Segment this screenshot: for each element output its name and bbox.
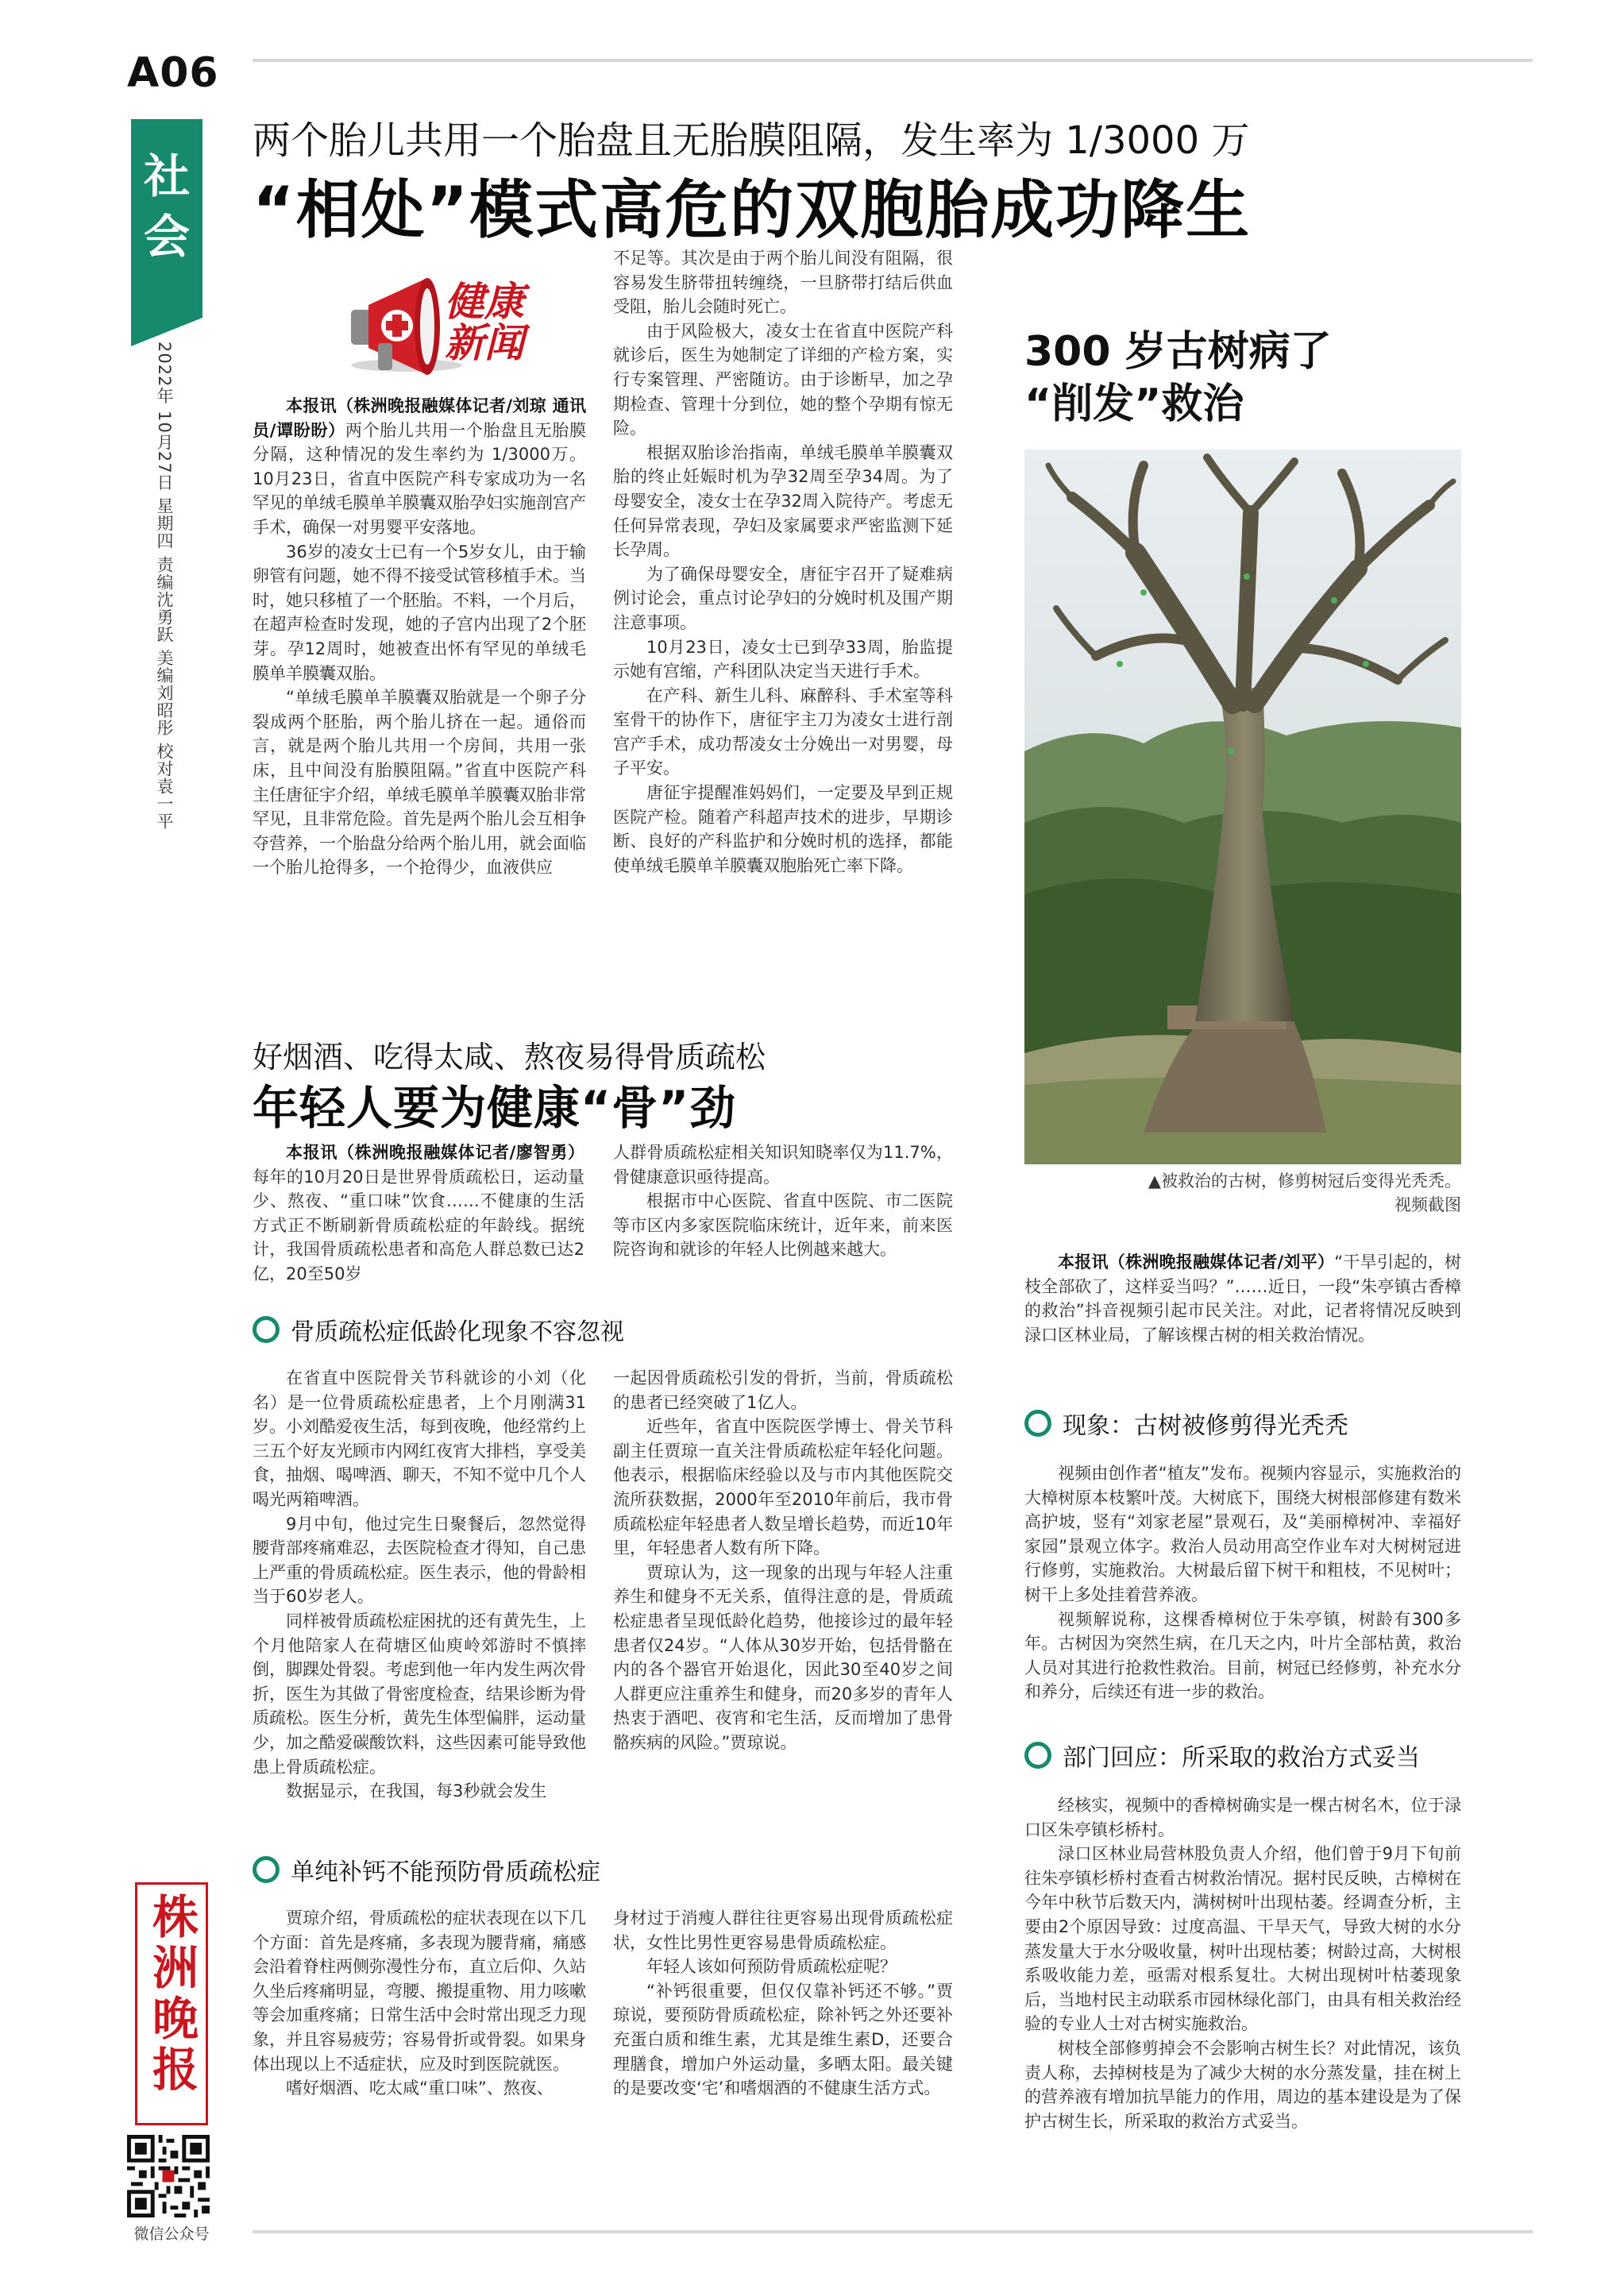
article2-paragraph: 年轻人该如何预防骨质疏松症呢？: [646, 1957, 897, 1977]
article1-column-1: [253, 394, 586, 880]
article1-paragraph: 为了确保母婴安全，唐征宇召开了疑难病例讨论会，重点讨论孕妇的分娩时机及围产期注意事项。: [613, 564, 953, 632]
article3-headline: [1024, 326, 1332, 430]
article1-paragraph: “单绒毛膜单羊膜囊双胎就是一个卵子分裂成两个胚胎，两个胎儿挤在一起。通俗而言，就是两个胎儿共用一个房间，共用一张床，且中间没有胎膜阻隔。”省直中医院产科主任唐征宇介绍，单绒毛膜单羊膜囊双胎非常罕见，且非常危险。首先是两个胎儿会互相争夺营养，一个胎盘分给两个胎儿用，就会面临一个胎儿抢得多，一个抢得少，血液供应: [253, 688, 586, 878]
article3-section-d-heading: [1024, 1738, 1420, 1773]
date-editor-line: 2022年 10月27日 星期四 责编沈勇跃 美编刘昭彤 校对袁一平: [155, 342, 174, 831]
article3-section-c-body: [1024, 1461, 1461, 1704]
section-circle-icon: [1024, 1410, 1051, 1437]
article3-paragraph: 树枝全部修剪掉会不会影响古树生长？对此情况，该负责人称，去掉树枝是为了减少大树的水分蒸发量，挂在树上的营养液有增加抗旱能力的作用，周边的基本建设是为了保护古树生长，所采取的救治方式妥当。: [1024, 2038, 1461, 2131]
article1-byline: 本报讯（株洲晚报融媒体记者/刘琼 通讯员/谭盼盼）: [253, 396, 586, 440]
article2-section-b-column-2: [613, 1906, 953, 2101]
article2-subhead: 好烟酒、吃得太咸、熬夜易得骨质疏松: [253, 1040, 766, 1075]
article1-subhead: 两个胎儿共用一个胎盘且无胎膜阻隔，发生率为 1/3000 万: [253, 118, 1250, 163]
article3-headline-line2: “削发”救治: [1024, 380, 1244, 428]
article2-section-a-column-2: [613, 1366, 953, 1755]
article2-section-a-heading: [253, 1312, 624, 1347]
section-label: 社会: [143, 149, 190, 264]
medical-cross-icon: [381, 310, 413, 342]
article2-intro-2: [613, 1140, 953, 1262]
article2-paragraph: 人群骨质疏松症相关知识知晓率仅为11.7%，骨健康意识亟待提高。: [613, 1143, 953, 1187]
article2-paragraph: 嗜好烟酒、吃太咸“重口味”、熬夜、: [286, 2078, 554, 2098]
article2-paragraph: 9月中旬，他过完生日聚餐后，忽然觉得腰背部疼痛难忍，去医院检查才得知，自己患上严重的骨质疏松症。医生表示，他的骨龄相当于60岁老人。: [253, 1514, 586, 1607]
newspaper-name: 株洲晚报: [145, 1893, 199, 2096]
newspaper-logo: [135, 1882, 208, 2125]
article3-paragraph: “干旱引起的，树枝全部砍了，这样妥当吗？”……近日，一段“朱亭镇古香樟的救治”抖音视频引起市民关注。对此，记者将情况反映到渌口区林业局，了解该棵古树的相关救治情况。: [1024, 1252, 1461, 1345]
article2-section-b-column-1: [253, 1906, 586, 2101]
article2-paragraph: 贾琼介绍，骨质疏松的症状表现在以下几个方面：首先是疼痛，多表现为腰背痛，痛感会沿着脊柱两侧弥漫性分布，直立后仰、久站久坐后疼痛明显，弯腰、搬提重物、用力咳嗽等会加重疼痛；日常生活中会时常出现乏力现象，并且容易疲劳；容易骨折或骨裂。如果身体出现以上不适症状，应及时到医院就医。: [253, 1909, 586, 2074]
article2-paragraph: 同样被骨质疏松症困扰的还有黄先生，上个月他陪家人在荷塘区仙庾岭郊游时不慎摔倒，脚踝处骨裂。考虑到他一年内发生两次骨折，医生为其做了骨密度检查，结果诊断为骨质疏松。医生分析，黄先生体型偏胖，运动量少，加之酷爱碳酸饮料，这些因素可能导致他患上骨质疏松症。: [253, 1611, 586, 1777]
top-divider: [253, 59, 1533, 62]
article3-paragraph: 视频解说称，这棵香樟树位于朱亭镇，树龄有300多年。古树因为突然生病，在几天之内，叶片全部枯黄，救治人员对其进行抢救性救治。目前，树冠已经修剪，补充水分和养分，后续还有进一步的救治。: [1024, 1609, 1461, 1702]
section-circle-icon: [1024, 1742, 1051, 1769]
article1-paragraph: 不足等。其次是由于两个胎儿间没有阻隔，很容易发生脐带扭转缠绕，一旦脐带打结后供血受阻，胎儿会随时死亡。: [613, 249, 953, 317]
qr-label: 微信公众号: [133, 2225, 210, 2243]
article1-paragraph: 10月23日，凌女士已到孕33周，胎监提示她有宫缩，产科团队决定当天进行手术。: [613, 637, 953, 681]
article1-column-2: [613, 246, 953, 878]
article3-paragraph: 视频由创作者“植友”发布。视频内容显示，实施救治的大樟树原本枝繁叶茂。大树底下，围绕大树根部修建有数米高护坡，竖有“刘家老屋”景观石，及“美丽樟树冲、幸福好家园”景观立体字。救治人员动用高空作业车对大树树冠进行修剪，实施救治。大树最后留下树干和粗枝，不见树叶；树干上多处挂着营养液。: [1024, 1464, 1461, 1604]
section-circle-icon: [253, 1316, 280, 1343]
article2-byline: 本报讯（株洲晚报融媒体记者/廖智勇）: [286, 1143, 584, 1162]
article1-headline: “相处”模式高危的双胞胎成功降生: [253, 173, 1252, 247]
article2-paragraph: 一起因骨质疏松引发的骨折，当前，骨质疏松的患者已经突破了1亿人。: [613, 1368, 953, 1412]
article3-headline-line1: 300 岁古树病了: [1024, 328, 1332, 376]
article2-paragraph: “补钙很重要，但仅仅靠补钙还不够。”贾琼说，要预防骨质疏松症，除补钙之外还要补充蛋白质和维生素，尤其是维生素D，还要合理膳食，增加户外运动量，多晒太阳。最关键的是要改变‘宅’和嗜烟酒的不健康生活方式。: [613, 1981, 953, 2098]
article1-paragraph: 36岁的凌女士已有一个5岁女儿，由于输卵管有问题，她不得不接受试管移植手术。当时，她只移植了一个胚胎。不料，一个月后，在超声检查时发现，她的子宫内出现了2个胚芽。孕12周时，她被查出怀有罕见的单绒毛膜单羊膜囊双胎。: [253, 542, 586, 683]
article2-paragraph: 数据显示，在我国，每3秒就会发生: [286, 1781, 547, 1801]
photo-caption: [1024, 1169, 1461, 1217]
article3-section-d-body: [1024, 1793, 1461, 2133]
article3-byline: 本报讯（株洲晚报融媒体记者/刘平）: [1058, 1252, 1335, 1272]
page-number: A06: [127, 49, 219, 97]
article1-paragraph: 由于风险极大，凌女士在省直中医院产科就诊后，医生为她制定了详细的产检方案，实行专案管理、严密随访。由于诊断早，加之孕期检查、管理十分到位，她的整个孕期有惊无险。: [613, 321, 953, 438]
article2-paragraph: 贾琼认为，这一现象的出现与年轻人注重养生和健身不无关系，值得注意的是，骨质疏松症患者呈现低龄化趋势，他接诊过的最年轻患者仅24岁。“人体从30岁开始，包括骨骼在内的各个器官开始退化，因此30至40岁之间人群更应注重养生和健身，而20多岁的青年人热衷于酒吧、夜宵和宅生活，反而增加了患骨骼疾病的风险。”贾琼说。: [613, 1562, 953, 1752]
article1-paragraph: 两个胎儿共用一个胎盘且无胎膜分隔，这种情况的发生率约为 1/3000万。10月23日，省直中医院产科专家成功为一名罕见的单绒毛膜单羊膜囊双胎孕妇实施剖宫产手术，确保一对男婴平安落地。: [253, 420, 587, 537]
article1-paragraph: 唐征宇提醒准妈妈们，一定要及早到正规医院产检。随着产科超声技术的进步，早期诊断、良好的产科监护和分娩时机的选择，都能使单绒毛膜单羊膜囊双胞胎死亡率下降。: [613, 783, 953, 875]
article3-paragraph: 经核实，视频中的香樟树确实是一棵古树名木，位于渌口区朱亭镇杉桥村。: [1024, 1796, 1461, 1839]
section-circle-icon: [253, 1856, 280, 1883]
photo-caption-line1: ▲被救治的古树，修剪树冠后变得光秃秃。: [1148, 1171, 1461, 1191]
article1-paragraph: 在产科、新生儿科、麻醉科、手术室等科室骨干的协作下，唐征宇主刀为凌女士进行剖宫产手术，成功帮凌女士分娩出一对男婴，母子平安。: [613, 685, 953, 778]
section-heading-text: 部门回应：所采取的救治方式妥当: [1063, 1744, 1420, 1772]
section-tab: [131, 119, 203, 318]
tree-photo: [1024, 450, 1461, 1164]
bottom-divider: [253, 2230, 1533, 2233]
article3-section-c-heading: [1024, 1406, 1348, 1441]
section-heading-text: 现象：古树被修剪得光秃秃: [1063, 1412, 1348, 1440]
photo-caption-line2: 视频截图: [1394, 1195, 1461, 1214]
article2-paragraph: 近些年，省直中医院医学博士、骨关节科副主任贾琼一直关注骨质疏松症年轻化问题。他表示，根据临床经验以及与市内其他医院交流所获数据，2000年至2010年前后，我市骨质疏松症年轻患者人数呈增长趋势，而近10年里，年轻患者人数有所下降。: [613, 1417, 953, 1558]
article1-paragraph: 根据双胎诊治指南，单绒毛膜单羊膜囊双胎的终止妊娠时机为孕32周至孕34周。为了母婴安全，凌女士在孕32周入院待产。考虑无任何异常表现，孕妇及家属要求严密监测下延长孕周。: [613, 442, 953, 560]
section-heading-text: 骨质疏松症低龄化现象不容忽视: [291, 1318, 624, 1346]
article2-section-a-column-1: [253, 1366, 586, 1804]
section-heading-text: 单纯补钙不能预防骨质疏松症: [291, 1858, 600, 1886]
qr-code-icon: [127, 2135, 210, 2217]
article2-headline: 年轻人要为健康“骨”劲: [253, 1081, 737, 1135]
health-news-badge: 健康新闻: [445, 278, 524, 366]
article2-paragraph: 在省直中医院骨关节科就诊的小刘（化名）是一位骨质疏松症患者，上个月刚满31岁。小刘酷爱夜生活，每到夜晚，他经常约上三五个好友光顾市内网红夜宵大排档，享受美食，抽烟、喝啤酒、聊天，不知不觉中几个人喝光两箱啤酒。: [253, 1368, 586, 1509]
article2-paragraph: 每年的10月20日是世界骨质疏松日，运动量少、熬夜、“重口味”饮食……不健康的生活方式正不断刷新骨质疏松症的年龄线。据统计，我国骨质疏松患者和高危人群总数已达2亿，20至50岁: [253, 1167, 584, 1283]
article3-intro: [1024, 1250, 1461, 1347]
article2-intro-1: [253, 1140, 584, 1287]
article2-section-b-heading: [253, 1852, 600, 1887]
article2-paragraph: 身材过于消瘦人群往往更容易出现骨质疏松症状，女性比男性更容易患骨质疏松症。: [613, 1909, 953, 1952]
article3-paragraph: 渌口区林业局营林股负责人介绍，他们曾于9月下旬前往朱亭镇杉桥村查看古树救治情况。据村民反映，古樟树在今年中秋节后数天内，满树树叶出现枯萎。经调查分析，主要由2个原因导致：过度高温、干旱天气，导致大树的水分蒸发量大于水分吸收量，树叶出现枯萎；树龄过高，大树根系吸收能力差，亟需对根系复壮。大树出现树叶枯萎现象后，当地村民主动联系市园林绿化部门，由具有相关救治经验的专业人士对古树实施救治。: [1024, 1844, 1461, 2034]
article2-paragraph: 根据市中心医院、省直中医院、市二医院等市区内多家医院临床统计，近年来，前来医院咨询和就诊的年轻人比例越来越大。: [613, 1191, 953, 1260]
